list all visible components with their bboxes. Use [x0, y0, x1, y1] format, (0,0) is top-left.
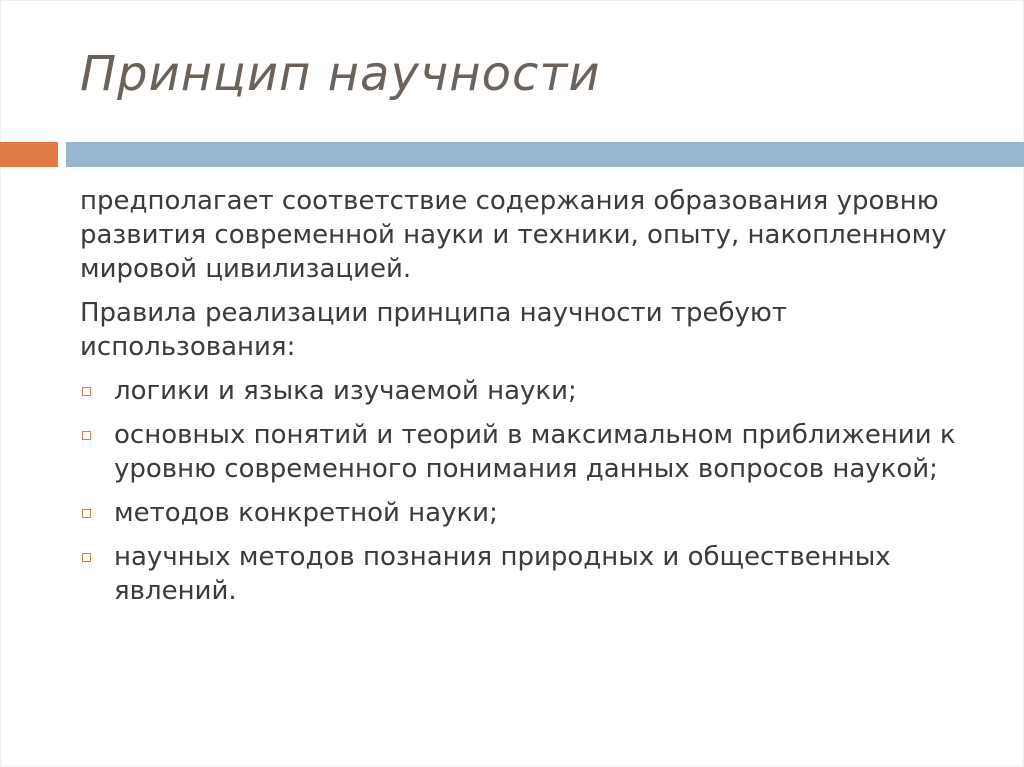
list-item-text: основных понятий и теорий в максимальном приближении к уровню современного понимания данных вопросов наукой;	[114, 420, 956, 484]
list-item-text: методов конкретной науки;	[114, 498, 498, 528]
square-bullet-icon	[82, 509, 91, 518]
square-bullet-icon	[82, 553, 91, 562]
list-item-text: научных методов познания природных и общественных явлений.	[114, 542, 891, 606]
list-item	[80, 540, 980, 608]
slide-body	[80, 184, 980, 618]
paragraph-rules: Правила реализации принципа научности требуют использования:	[80, 298, 787, 362]
list-item	[80, 496, 980, 530]
list-item	[80, 418, 980, 486]
bullet-list	[80, 374, 980, 608]
slide-title: Принцип научности	[80, 46, 601, 102]
square-bullet-icon	[82, 431, 91, 440]
list-item-text: логики и языка изучаемой науки;	[114, 376, 577, 406]
list-item	[80, 374, 980, 408]
paragraph-definition: предполагает соответствие содержания образования уровню развития современной науки и техники, опыту, накопленному мировой цивилизацией.	[80, 186, 947, 284]
accent-bar-blue	[66, 142, 1024, 167]
accent-bar-orange	[0, 142, 58, 167]
square-bullet-icon	[82, 387, 91, 396]
